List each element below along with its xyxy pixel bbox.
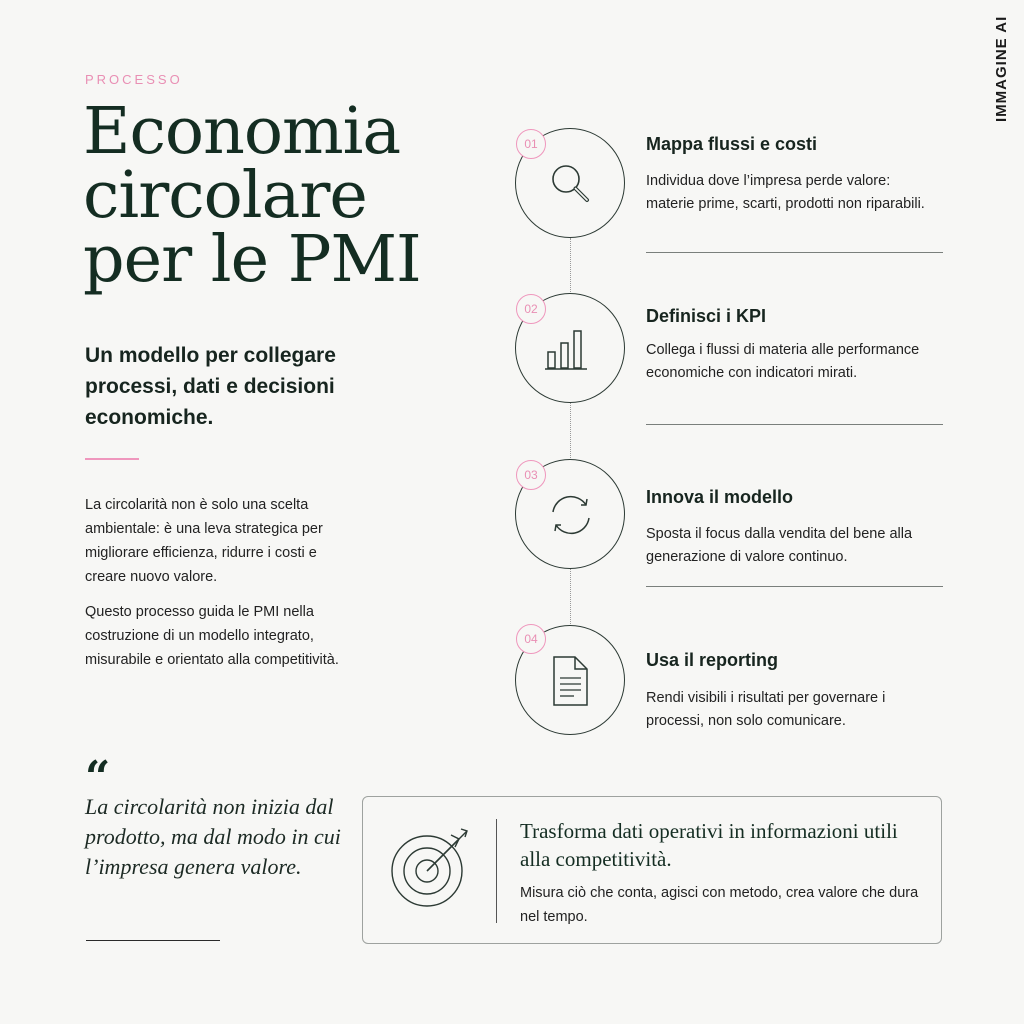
page-title: Economia circolare per le PMI: [83, 94, 421, 297]
step-title-4: Usa il reporting: [646, 650, 779, 670]
page-subtitle: Un modello per collegare processi, dati e decisioni economiche.: [85, 344, 336, 429]
step-divider-2: [646, 424, 943, 425]
step-divider-1: [646, 252, 943, 253]
pull-quote: La circolarità non inizia dal prodotto, ma dal modo in cui l’impresa genera valore.: [85, 794, 341, 879]
step-desc-1: Individua dove l’impresa perde valore: materie prime, scarti, prodotti non riparabili.: [646, 173, 925, 212]
quote-divider: [86, 940, 220, 941]
step-divider-3: [646, 586, 943, 587]
magnifier-icon: [541, 154, 601, 214]
step-desc-3: Sposta il focus dalla vendita del bene alla generazione di valore continuo.: [646, 526, 913, 565]
brand-label: IMMAGINE AI: [993, 15, 1010, 122]
callout-divider: [496, 819, 497, 923]
callout-box: [362, 796, 942, 944]
callout-description: Misura ciò che conta, agisci con metodo, crea valore che dura nel tempo.: [520, 885, 919, 925]
step-number-4: 04: [516, 624, 546, 654]
step-number-2: 02: [516, 294, 546, 324]
document-icon: [541, 651, 601, 711]
intro-paragraph-1: La circolarità non è solo una scelta ambientale: è una leva strategica per migliorare efficienza, ridurre i costi e creare nuovo valore.: [85, 497, 323, 585]
eyebrow-label: PROCESSO: [85, 72, 183, 87]
step-desc-2: Collega i flussi di materia alle performance economiche con indicatori mirati.: [646, 342, 920, 381]
step-title-2: Definisci i KPI: [646, 306, 767, 326]
accent-divider: [85, 458, 139, 460]
quote-mark-icon: “: [85, 752, 111, 803]
step-number-1: 01: [516, 129, 546, 159]
cycle-arrows-icon: [541, 485, 601, 545]
bar-chart-icon: [541, 319, 601, 379]
step-number-3: 03: [516, 460, 546, 490]
target-arrow-icon: [389, 819, 479, 919]
intro-paragraph-2: Questo processo guida le PMI nella costruzione di un modello integrato, misurabile e orientato alla competitività.: [85, 604, 339, 668]
step-title-1: Mappa flussi e costi: [646, 134, 818, 154]
step-title-3: Innova il modello: [646, 487, 794, 507]
callout-title: Trasforma dati operativi in informazioni utili alla competitività.: [520, 819, 898, 871]
step-desc-4: Rendi visibili i risultati per governare i processi, non solo comunicare.: [646, 690, 886, 729]
